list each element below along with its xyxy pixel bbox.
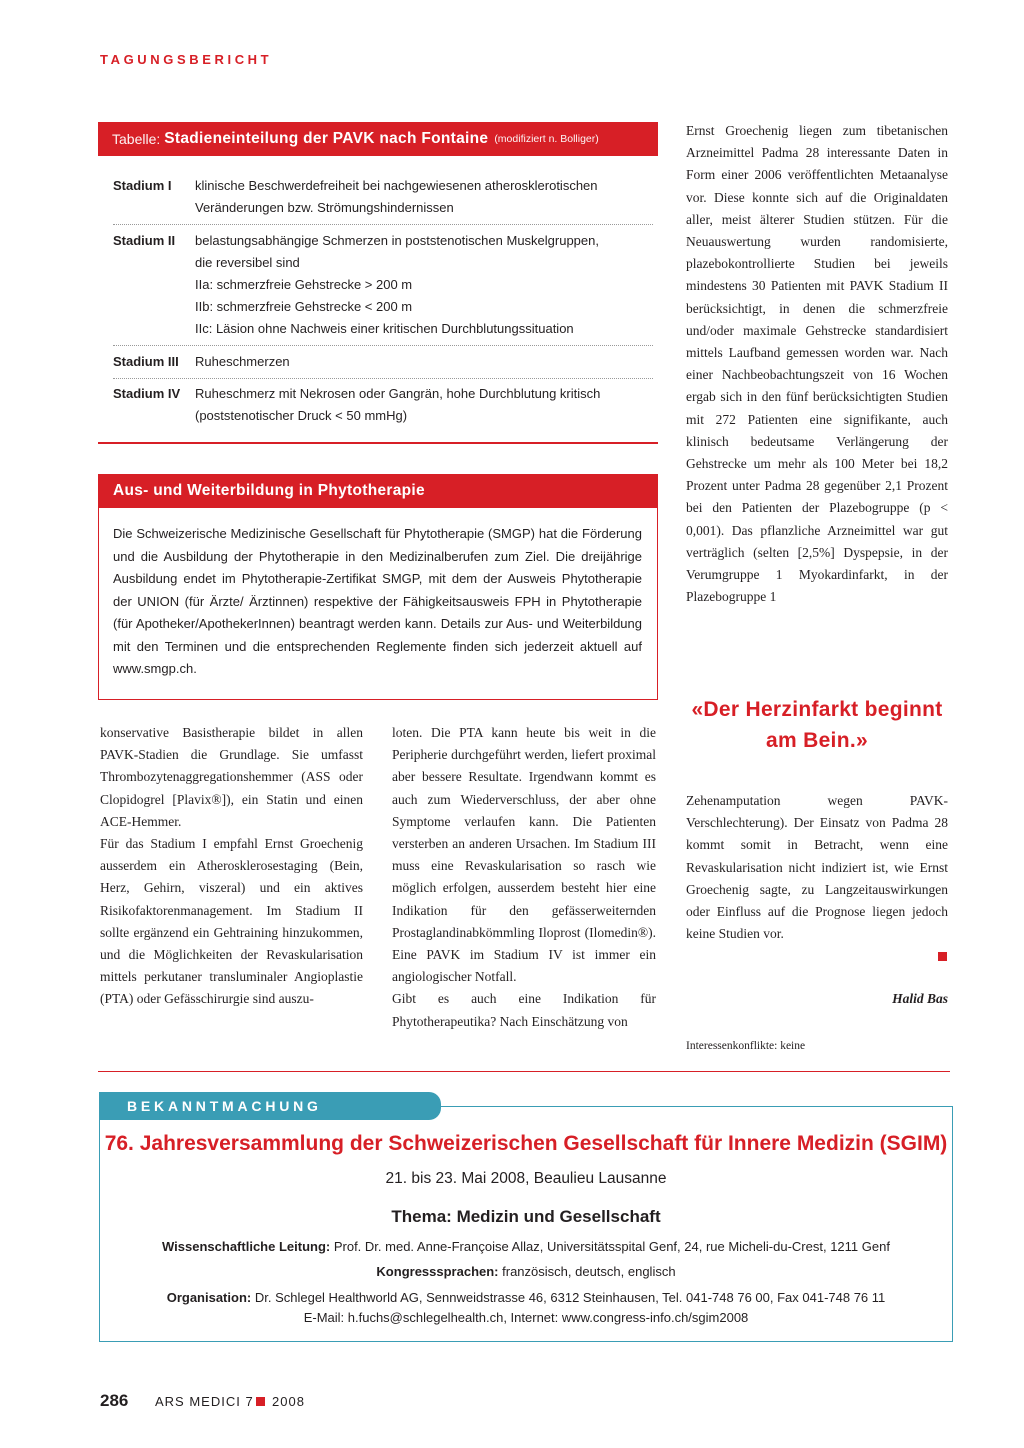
box-text: Die Schweizerische Medizinische Gesellschaft für Phytotherapie (SMGP) hat die Förderung und die Ausbildung der Phytotherapie in den Medizinalberufen zum Ziel. Die dreijährige Ausbildung endet im Phytotherapie-Zertifikat SMGP, mit dem der Ausweis Phytotherapie der UNION (für Ärzte/ Ärztinnen) respektive der Fähigkeitsausweis FPH in Phytotherapie (für Apotheker/ApothekerInnen) beantragt werden kann. Details zur Aus- und Weiterbildung mit den Terminen und die entsprechenden Reglemente finden sich jederzeit aktuell auf www.smgp.ch. [113, 526, 642, 676]
paragraph: Ernst Groechenig liegen zum tibetanischen Arzneimittel Padma 28 interessante Daten in Form einer 2006 veröffentlichten Metaanalyse vor. Diese konnte sich auf die Originaldaten aller, meist älterer Studien stützen. Für die Neuauswertung wurden randomisierte, plazebokontrollierte Studien bei jeweils mindestens 30 Patienten mit PAVK Stadium II berücksichtigt, in denen die schmerzfreie und/oder maximale Gehstrecke standardisiert mittels Laufband gemessen worden war. Nach einer Nachbeobachtungszeit von 16 Wochen ergab sich in den fünf berücksichtigten Studien mit 272 Patienten eine signifikante, auch klinisch bedeutsame Verlängerung der Gehstrecke um mehr als 100 Meter bei 18,2 Prozent unter Padma 28 gegenüber 2,1 Prozent bei den Patienten der Plazebogruppe (p < 0,001). Das pflanzliche Arzneimittel war gut verträglich (selten [2,5%] Dyspepsie, in der Verumgruppe 1 Myokardinfarkt, in der Plazebogruppe 1 [686, 123, 948, 605]
announcement-contact: E-Mail: h.fuchs@schlegelhealth.ch, Internet: www.congress-info.ch/sgim2008 [303, 1310, 749, 1325]
announcement-tab: BEKANNTMACHUNG [99, 1092, 441, 1120]
conflict-note: Interessenkonflikte: keine [686, 1040, 806, 1052]
journal-year: 2008 [272, 1394, 305, 1409]
pull-quote: «Der Herzinfarkt beginnt am Bein.» [691, 698, 943, 752]
announcement-theme: Thema: Medizin und Gesellschaft [391, 1207, 661, 1226]
stage-desc-line: die reversibel sind [195, 255, 300, 270]
lang-value: französisch, deutsch, englisch [502, 1264, 676, 1279]
paragraph: Gibt es auch eine Indikation für Phytotherapeutika? Nach Einschätzung von [392, 991, 656, 1029]
announcement-languages [99, 1264, 953, 1279]
author-name: Halid Bas [892, 991, 948, 1006]
table-note: (modifiziert n. Bolliger) [494, 133, 599, 145]
end-mark-icon [938, 952, 947, 961]
stage-desc-line: IIa: schmerzfreie Gehstrecke > 200 m [195, 277, 413, 292]
box-header: Aus- und Weiterbildung in Phytotherapie [98, 474, 658, 508]
stage-desc-line: Ruheschmerz mit Nekrosen oder Gangrän, hohe Durchblutung kritisch [195, 386, 601, 401]
lead-label: Wissenschaftliche Leitung: [162, 1239, 331, 1254]
separator-square-icon [256, 1397, 265, 1406]
page-number: 286 [100, 1391, 129, 1410]
table-divider [113, 224, 653, 225]
column-3-top [686, 120, 948, 608]
table-bottom-rule [98, 442, 658, 444]
stage-label: Stadium IV [113, 386, 181, 401]
stage-desc-line: Ruheschmerzen [195, 354, 290, 369]
stage-desc-line: belastungsabhängige Schmerzen in poststenotischen Muskelgruppen, [195, 233, 599, 248]
table-header [98, 122, 658, 156]
column-1 [100, 722, 363, 1011]
stage-label: Stadium II [113, 233, 176, 248]
lead-value: Prof. Dr. med. Anne-Françoise Allaz, Universitätsspital Genf, 24, rue Micheli-du-Crest, 1211 Genf [333, 1239, 890, 1254]
announcement-date: 21. bis 23. Mai 2008, Beaulieu Lausanne [385, 1170, 667, 1187]
paragraph: loten. Die PTA kann heute bis weit in die Peripherie durchgeführt werden, liefert proximal aber bessere Resultate. Irgendwann kommt es auch zum Wiederverschluss, der aber ohne Symptome verlaufen kann. Die Patienten versterben an anderen Ursachen. Im Stadium III muss eine Revaskularisation so rasch wie möglich erfolgen, ausserdem besteht hier eine Indikation für den gefässerweiternden Prostaglandinabkömmling Iloprost (Ilomedin®). Eine PAVK im Stadium IV ist immer ein angiologischer Notfall. [392, 725, 656, 985]
section-label: TAGUNGSBERICHT [100, 52, 273, 67]
paragraph: Zehenamputation wegen PAVK-Verschlechterung). Der Einsatz von Padma 28 kommt somit in Betracht, wenn eine Revaskularisation nicht indiziert ist, wie Ernst Groechenig sagte, zu Langzeitauswirkungen oder Einfluss auf die Prognose liegen jedoch keine Studien vor. [686, 793, 948, 942]
announcement-organisation [99, 1290, 953, 1305]
announcement-lead [99, 1239, 953, 1254]
section-divider [98, 1071, 950, 1072]
paragraph: Für das Stadium I empfahl Ernst Groechenig ausserdem ein Atherosklerosestaging (Bein, Herz, Gehirn, viszeral) und ein aktives Risikofaktorenmanagement. Im Stadium II sollte ergänzend ein Gehtraining hinzukommen, und die Möglichkeiten der Revaskularisation mittels perkutaner transluminaler Angioplastie (PTA) oder Gefässchirurgie sind auszu- [100, 836, 363, 1007]
paragraph: konservative Basistherapie bildet in allen PAVK-Stadien die Grundlage. Sie umfasst Thrombozytenaggregationshemmer (ASS oder Clopidogrel [Plavix®]), ein Statin und einen ACE-Hemmer. [100, 725, 363, 829]
stage-label: Stadium III [113, 354, 179, 369]
table-divider [113, 345, 653, 346]
lang-label: Kongresssprachen: [376, 1264, 499, 1279]
column-2 [392, 722, 656, 1033]
stage-desc-line: IIc: Läsion ohne Nachweis einer kritischen Durchblutungssituation [195, 321, 574, 336]
announcement-title: 76. Jahresversammlung der Schweizerischen Gesellschaft für Innere Medizin (SGIM) [104, 1132, 948, 1155]
org-label: Organisation: [166, 1290, 252, 1305]
table-prefix: Tabelle: [112, 131, 161, 147]
stage-label: Stadium I [113, 178, 172, 193]
stage-desc-line: IIb: schmerzfreie Gehstrecke < 200 m [195, 299, 413, 314]
table-title: Stadieneinteilung der PAVK nach Fontaine [164, 130, 489, 147]
stage-desc-line: Veränderungen bzw. Strömungshindernissen [195, 200, 454, 215]
column-3-bottom [686, 790, 948, 945]
org-value: Dr. Schlegel Healthworld AG, Sennweidstrasse 46, 6312 Steinhausen, Tel. 041-748 76 00, Fax 041-748 76 11 [254, 1290, 886, 1305]
stage-desc-line: (poststenotischer Druck < 50 mmHg) [195, 408, 408, 423]
journal-name: ARS MEDICI 7 [155, 1394, 254, 1409]
stage-desc-line: klinische Beschwerdefreiheit bei nachgewiesenen atherosklerotischen [195, 178, 598, 193]
table-divider [113, 378, 653, 379]
